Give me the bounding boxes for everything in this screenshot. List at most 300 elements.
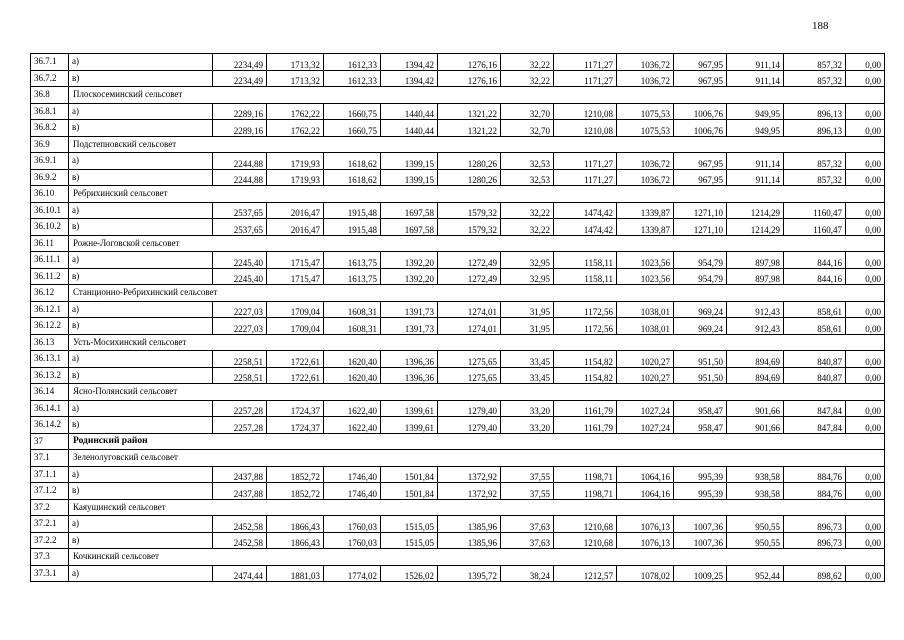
value-cell: 2245,40 (213, 252, 267, 269)
value-cell: 0,00 (846, 54, 885, 71)
value-cell: 1276,16 (438, 70, 501, 87)
value-cell: 967,95 (674, 169, 727, 186)
value-cell: 1399,61 (381, 400, 438, 417)
value-cell: 897,98 (727, 268, 784, 285)
section-row (31, 334, 885, 351)
value-cell: 1709,04 (267, 318, 324, 335)
value-cell: 1027,24 (617, 400, 674, 417)
value-cell: 840,87 (784, 367, 846, 384)
value-cell: 2289,16 (213, 120, 267, 137)
value-cell: 0,00 (846, 318, 885, 335)
value-cell: 1608,31 (324, 301, 381, 318)
value-cell: 2289,16 (213, 103, 267, 120)
value-cell: 1622,40 (324, 417, 381, 434)
value-cell: 1161,79 (554, 417, 617, 434)
table-row (31, 120, 885, 137)
value-cell: 1172,56 (554, 318, 617, 335)
value-cell: 0,00 (846, 268, 885, 285)
value-cell: 1038,01 (617, 318, 674, 335)
value-cell: 1172,56 (554, 301, 617, 318)
row-label: а) (69, 565, 213, 582)
value-cell: 32,70 (501, 103, 554, 120)
value-cell: 951,50 (674, 351, 727, 368)
value-cell: 1660,75 (324, 120, 381, 137)
value-cell: 1697,58 (381, 219, 438, 236)
value-cell: 1214,29 (727, 219, 784, 236)
table-body (31, 54, 885, 582)
value-cell: 2245,40 (213, 268, 267, 285)
value-cell: 31,95 (501, 301, 554, 318)
section-row (31, 549, 885, 566)
value-cell: 1198,71 (554, 483, 617, 500)
value-cell: 0,00 (846, 516, 885, 533)
value-cell: 37,63 (501, 516, 554, 533)
value-cell: 2227,03 (213, 301, 267, 318)
value-cell: 2016,47 (267, 202, 324, 219)
row-label: а) (69, 252, 213, 269)
value-cell: 949,95 (727, 120, 784, 137)
value-cell: 2452,58 (213, 516, 267, 533)
value-cell: 1719,93 (267, 153, 324, 170)
value-cell: 840,87 (784, 351, 846, 368)
value-cell: 1612,33 (324, 54, 381, 71)
value-cell: 1271,10 (674, 202, 727, 219)
value-cell: 1076,13 (617, 532, 674, 549)
value-cell: 1064,16 (617, 483, 674, 500)
value-cell: 37,55 (501, 466, 554, 483)
row-code: 37.1.1 (31, 466, 69, 483)
value-cell: 1722,61 (267, 351, 324, 368)
value-cell: 995,39 (674, 466, 727, 483)
section-row (31, 499, 885, 516)
value-cell: 1372,92 (438, 483, 501, 500)
value-cell: 1399,61 (381, 417, 438, 434)
value-cell: 2016,47 (267, 219, 324, 236)
value-cell: 912,43 (727, 301, 784, 318)
value-cell: 1280,26 (438, 153, 501, 170)
section-title: Ребрихинский сельсовет (69, 186, 885, 203)
value-cell: 1006,76 (674, 103, 727, 120)
table-row (31, 318, 885, 335)
value-cell: 901,66 (727, 400, 784, 417)
value-cell: 2258,51 (213, 367, 267, 384)
value-cell: 1023,56 (617, 252, 674, 269)
row-code: 36.9.2 (31, 169, 69, 186)
value-cell: 1020,27 (617, 351, 674, 368)
value-cell: 1339,87 (617, 202, 674, 219)
district-row (31, 433, 885, 450)
row-code: 36.14.1 (31, 400, 69, 417)
row-code: 36.9.1 (31, 153, 69, 170)
value-cell: 844,16 (784, 252, 846, 269)
value-cell: 0,00 (846, 351, 885, 368)
value-cell: 38,24 (501, 565, 554, 582)
value-cell: 1915,48 (324, 202, 381, 219)
value-cell: 1036,72 (617, 54, 674, 71)
value-cell: 1279,40 (438, 417, 501, 434)
value-cell: 2234,49 (213, 70, 267, 87)
row-code: 36.7.1 (31, 54, 69, 71)
row-code: 37.2 (31, 499, 69, 516)
value-cell: 911,14 (727, 169, 784, 186)
value-cell: 847,84 (784, 400, 846, 417)
table-row (31, 400, 885, 417)
value-cell: 884,76 (784, 483, 846, 500)
value-cell: 1746,40 (324, 483, 381, 500)
value-cell: 1064,16 (617, 466, 674, 483)
row-code: 36.13 (31, 334, 69, 351)
row-label: в) (69, 532, 213, 549)
value-cell: 1515,05 (381, 516, 438, 533)
table-row (31, 70, 885, 87)
row-label: а) (69, 202, 213, 219)
value-cell: 0,00 (846, 103, 885, 120)
value-cell: 1399,15 (381, 153, 438, 170)
value-cell: 1321,22 (438, 103, 501, 120)
value-cell: 1618,62 (324, 169, 381, 186)
value-cell: 1023,56 (617, 268, 674, 285)
section-row (31, 186, 885, 203)
row-label: в) (69, 70, 213, 87)
value-cell: 1618,62 (324, 153, 381, 170)
value-cell: 1608,31 (324, 318, 381, 335)
value-cell: 32,70 (501, 120, 554, 137)
value-cell: 1274,01 (438, 318, 501, 335)
value-cell: 1866,43 (267, 516, 324, 533)
value-cell: 1036,72 (617, 153, 674, 170)
value-cell: 954,79 (674, 252, 727, 269)
section-title: Усть-Мосихинский сельсовет (69, 334, 885, 351)
value-cell: 1392,20 (381, 268, 438, 285)
value-cell: 1210,68 (554, 516, 617, 533)
value-cell: 1746,40 (324, 466, 381, 483)
row-code: 37.3 (31, 549, 69, 566)
value-cell: 1339,87 (617, 219, 674, 236)
value-cell: 2234,49 (213, 54, 267, 71)
value-cell: 2537,65 (213, 219, 267, 236)
value-cell: 1395,72 (438, 565, 501, 582)
value-cell: 1722,61 (267, 367, 324, 384)
row-label: а) (69, 103, 213, 120)
value-cell: 0,00 (846, 219, 885, 236)
value-cell: 37,63 (501, 532, 554, 549)
section-row (31, 235, 885, 252)
value-cell: 1620,40 (324, 367, 381, 384)
value-cell: 1715,47 (267, 252, 324, 269)
value-cell: 0,00 (846, 120, 885, 137)
value-cell: 1272,49 (438, 268, 501, 285)
value-cell: 1161,79 (554, 400, 617, 417)
value-cell: 1158,11 (554, 252, 617, 269)
value-cell: 1474,42 (554, 202, 617, 219)
value-cell: 1612,33 (324, 70, 381, 87)
table-row (31, 252, 885, 269)
row-label: а) (69, 516, 213, 533)
section-title: Плоскосеминский сельсовет (69, 87, 885, 104)
value-cell: 950,55 (727, 516, 784, 533)
section-title: Кочкинский сельсовет (69, 549, 885, 566)
value-cell: 33,20 (501, 417, 554, 434)
section-title: Каяушинский сельсовет (69, 499, 885, 516)
value-cell: 938,58 (727, 483, 784, 500)
value-cell: 949,95 (727, 103, 784, 120)
value-cell: 1501,84 (381, 483, 438, 500)
row-code: 37.2.2 (31, 532, 69, 549)
value-cell: 1399,15 (381, 169, 438, 186)
value-cell: 1474,42 (554, 219, 617, 236)
value-cell: 1171,27 (554, 54, 617, 71)
value-cell: 31,95 (501, 318, 554, 335)
value-cell: 0,00 (846, 169, 885, 186)
value-cell: 1210,08 (554, 103, 617, 120)
value-cell: 896,73 (784, 532, 846, 549)
value-cell: 1271,10 (674, 219, 727, 236)
value-cell: 847,84 (784, 417, 846, 434)
row-label: а) (69, 301, 213, 318)
row-label: в) (69, 367, 213, 384)
value-cell: 2537,65 (213, 202, 267, 219)
value-cell: 1020,27 (617, 367, 674, 384)
table-row (31, 54, 885, 71)
value-cell: 0,00 (846, 153, 885, 170)
table-row (31, 219, 885, 236)
table-row (31, 367, 885, 384)
value-cell: 898,62 (784, 565, 846, 582)
value-cell: 1396,36 (381, 351, 438, 368)
row-code: 36.13.1 (31, 351, 69, 368)
section-title: Ясно-Полянский сельсовет (69, 384, 885, 401)
row-code: 36.13.2 (31, 367, 69, 384)
value-cell: 1160,47 (784, 219, 846, 236)
value-cell: 32,95 (501, 268, 554, 285)
row-code: 36.10.2 (31, 219, 69, 236)
value-cell: 1440,44 (381, 120, 438, 137)
value-cell: 2258,51 (213, 351, 267, 368)
value-cell: 2244,88 (213, 169, 267, 186)
value-cell: 2437,88 (213, 483, 267, 500)
value-cell: 857,32 (784, 54, 846, 71)
value-cell: 858,61 (784, 318, 846, 335)
row-code: 37 (31, 433, 69, 450)
value-cell: 0,00 (846, 565, 885, 582)
value-cell: 967,95 (674, 54, 727, 71)
row-label: в) (69, 169, 213, 186)
value-cell: 911,14 (727, 54, 784, 71)
row-code: 36.12.2 (31, 318, 69, 335)
table-row (31, 301, 885, 318)
row-label: а) (69, 466, 213, 483)
value-cell: 33,20 (501, 400, 554, 417)
row-code: 36.12.1 (31, 301, 69, 318)
value-cell: 1866,43 (267, 532, 324, 549)
row-code: 37.1.2 (31, 483, 69, 500)
value-cell: 0,00 (846, 252, 885, 269)
value-cell: 1394,42 (381, 70, 438, 87)
value-cell: 1579,32 (438, 202, 501, 219)
row-code: 37.3.1 (31, 565, 69, 582)
value-cell: 0,00 (846, 367, 885, 384)
value-cell: 995,39 (674, 483, 727, 500)
value-cell: 1038,01 (617, 301, 674, 318)
district-title: Родинский район (69, 433, 885, 450)
value-cell: 0,00 (846, 70, 885, 87)
value-cell: 1171,27 (554, 70, 617, 87)
value-cell: 951,50 (674, 367, 727, 384)
value-cell: 1007,36 (674, 532, 727, 549)
value-cell: 2227,03 (213, 318, 267, 335)
value-cell: 1385,96 (438, 532, 501, 549)
value-cell: 0,00 (846, 301, 885, 318)
value-cell: 1526,02 (381, 565, 438, 582)
row-code: 36.8.1 (31, 103, 69, 120)
value-cell: 1009,25 (674, 565, 727, 582)
value-cell: 1007,36 (674, 516, 727, 533)
value-cell: 33,45 (501, 367, 554, 384)
table-row (31, 466, 885, 483)
row-code: 36.8.2 (31, 120, 69, 137)
value-cell: 1280,26 (438, 169, 501, 186)
page-number: 188 (812, 20, 829, 32)
value-cell: 950,55 (727, 532, 784, 549)
value-cell: 1154,82 (554, 367, 617, 384)
value-cell: 1210,68 (554, 532, 617, 549)
value-cell: 32,53 (501, 153, 554, 170)
value-cell: 32,95 (501, 252, 554, 269)
value-cell: 1212,57 (554, 565, 617, 582)
value-cell: 1394,42 (381, 54, 438, 71)
value-cell: 1391,73 (381, 301, 438, 318)
value-cell: 1762,22 (267, 103, 324, 120)
row-label: в) (69, 120, 213, 137)
value-cell: 1036,72 (617, 169, 674, 186)
value-cell: 32,22 (501, 219, 554, 236)
section-row (31, 450, 885, 467)
row-label: а) (69, 54, 213, 71)
value-cell: 0,00 (846, 202, 885, 219)
row-label: в) (69, 268, 213, 285)
section-row (31, 384, 885, 401)
value-cell: 1075,53 (617, 103, 674, 120)
section-row (31, 136, 885, 153)
row-label: а) (69, 400, 213, 417)
value-cell: 884,76 (784, 466, 846, 483)
value-cell: 1158,11 (554, 268, 617, 285)
section-title: Станционно-Ребрихинский сельсовет (69, 285, 885, 302)
row-code: 37.2.1 (31, 516, 69, 533)
value-cell: 1579,32 (438, 219, 501, 236)
value-cell: 1715,47 (267, 268, 324, 285)
value-cell: 894,69 (727, 351, 784, 368)
value-cell: 1154,82 (554, 351, 617, 368)
value-cell: 32,22 (501, 202, 554, 219)
value-cell: 1613,75 (324, 252, 381, 269)
value-cell: 1724,37 (267, 417, 324, 434)
value-cell: 901,66 (727, 417, 784, 434)
row-label: а) (69, 351, 213, 368)
value-cell: 1709,04 (267, 301, 324, 318)
value-cell: 952,44 (727, 565, 784, 582)
value-cell: 1852,72 (267, 483, 324, 500)
value-cell: 1392,20 (381, 252, 438, 269)
table-row (31, 483, 885, 500)
value-cell: 857,32 (784, 169, 846, 186)
value-cell: 1214,29 (727, 202, 784, 219)
value-cell: 1198,71 (554, 466, 617, 483)
value-cell: 1622,40 (324, 400, 381, 417)
value-cell: 1075,53 (617, 120, 674, 137)
value-cell: 1719,93 (267, 169, 324, 186)
row-code: 36.11.2 (31, 268, 69, 285)
row-code: 36.11 (31, 235, 69, 252)
row-code: 36.10 (31, 186, 69, 203)
table-row (31, 516, 885, 533)
value-cell: 2474,44 (213, 565, 267, 582)
value-cell: 844,16 (784, 268, 846, 285)
value-cell: 1613,75 (324, 268, 381, 285)
value-cell: 1372,92 (438, 466, 501, 483)
value-cell: 1881,03 (267, 565, 324, 582)
value-cell: 969,24 (674, 318, 727, 335)
value-cell: 1036,72 (617, 70, 674, 87)
value-cell: 1274,01 (438, 301, 501, 318)
value-cell: 1276,16 (438, 54, 501, 71)
value-cell: 2437,88 (213, 466, 267, 483)
value-cell: 1078,02 (617, 565, 674, 582)
value-cell: 37,55 (501, 483, 554, 500)
value-cell: 954,79 (674, 268, 727, 285)
value-cell: 1076,13 (617, 516, 674, 533)
row-code: 36.9 (31, 136, 69, 153)
value-cell: 912,43 (727, 318, 784, 335)
row-label: а) (69, 153, 213, 170)
value-cell: 32,22 (501, 54, 554, 71)
value-cell: 1697,58 (381, 202, 438, 219)
value-cell: 1852,72 (267, 466, 324, 483)
table-row (31, 153, 885, 170)
row-code: 36.14.2 (31, 417, 69, 434)
value-cell: 0,00 (846, 483, 885, 500)
table-row (31, 169, 885, 186)
row-code: 36.11.1 (31, 252, 69, 269)
value-cell: 1440,44 (381, 103, 438, 120)
value-cell: 33,45 (501, 351, 554, 368)
row-label: в) (69, 318, 213, 335)
value-cell: 1762,22 (267, 120, 324, 137)
value-cell: 857,32 (784, 70, 846, 87)
value-cell: 1275,65 (438, 351, 501, 368)
table-row (31, 202, 885, 219)
section-row (31, 87, 885, 104)
value-cell: 969,24 (674, 301, 727, 318)
value-cell: 0,00 (846, 532, 885, 549)
row-code: 37.1 (31, 450, 69, 467)
value-cell: 1385,96 (438, 516, 501, 533)
table-row (31, 103, 885, 120)
row-code: 36.8 (31, 87, 69, 104)
value-cell: 2452,58 (213, 532, 267, 549)
section-title: Зеленолуговский сельсовет (69, 450, 885, 467)
value-cell: 1321,22 (438, 120, 501, 137)
section-row (31, 285, 885, 302)
value-cell: 958,47 (674, 417, 727, 434)
value-cell: 2244,88 (213, 153, 267, 170)
value-cell: 1515,05 (381, 532, 438, 549)
value-cell: 1760,03 (324, 532, 381, 549)
value-cell: 2257,28 (213, 417, 267, 434)
row-code: 36.14 (31, 384, 69, 401)
value-cell: 1724,37 (267, 400, 324, 417)
value-cell: 896,13 (784, 120, 846, 137)
